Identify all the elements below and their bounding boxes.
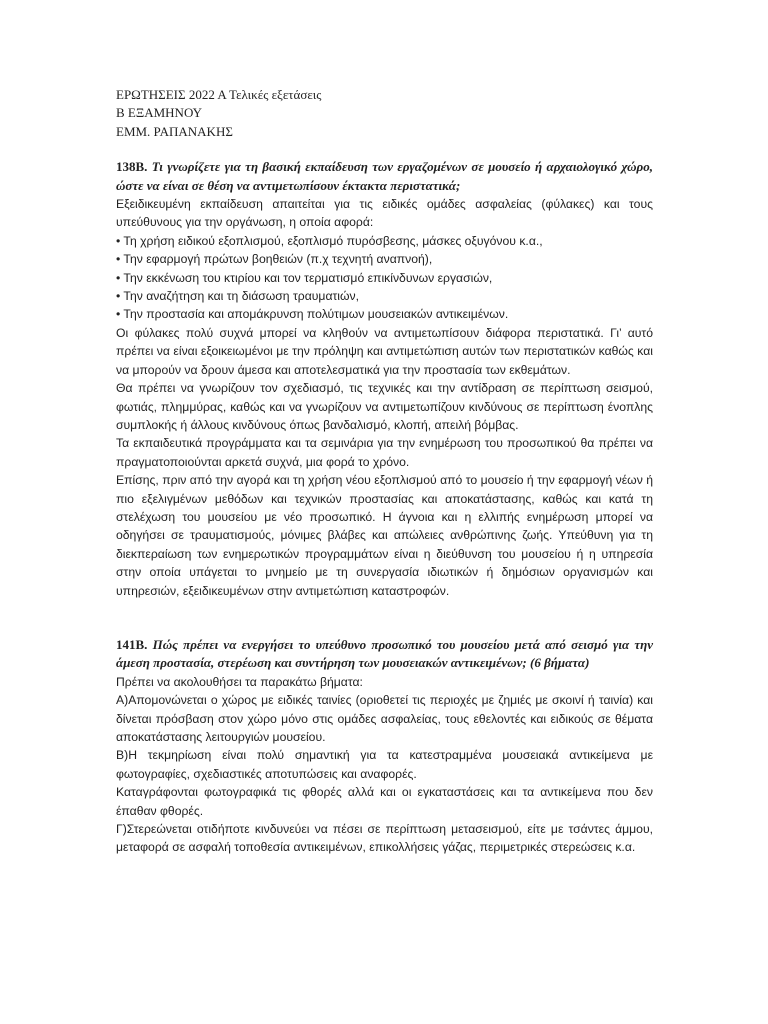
- answer-138-paragraph: Επίσης, πριν από την αγορά και τη χρήση νέου εξοπλισμού από το μουσείο ή την εφαρμογή νέων ή πιο εξελιγμένων μεθόδων και τεχνικών προστασίας και αποκατάστασης, καθώς και κατά τη στελέχωση του μουσείου με νέο προσωπικό. Η άγνοια και η ελλιπής ενημέρωση μπορεί να οδηγήσει σε τραυματισμούς, μόνιμες βλάβες και απώλειες ανθρώπινης ζωής. Υπεύθυνη για τη διεκπεραίωση των ενημερωτικών προγραμμάτων είναι η διεύθυνση του μουσείου ή η υπηρεσία στην οποία υπάγεται το μνημείο με τη συνεργασία ιδιωτικών ή δημόσιων οργανισμών και υπηρεσιών, εξειδικευμένων στην αντιμετώπιση καταστροφών.: [116, 473, 653, 598]
- answer-138-paragraph: Οι φύλακες πολύ συχνά μπορεί να κληθούν να αντιμετωπίσουν διάφορα περιστατικά. Γι’ αυτό πρέπει να είναι εξοικειωμένοι με την πρόληψη και αντιμετώπιση αυτών των περιστατικών καθώς και να μπορούν να δρουν άμεσα και αποτελεσματικά για την προστασία των εκθεμάτων.: [116, 325, 653, 377]
- answer-141-step-b-note: Καταγράφονται φωτογραφικά τις φθορές αλλά και οι εγκαταστάσεις και τα αντικείμενα που δεν έπαθαν φθορές.: [116, 785, 653, 818]
- question-141: [116, 636, 653, 857]
- answer-138-bullet: • Την εκκένωση του κτιρίου και τον τερματισμό επικίνδυνων εργασιών,: [116, 270, 493, 285]
- answer-138-paragraph: Τα εκπαιδευτικά προγράμματα και τα σεμινάρια για την ενημέρωση του προσωπικού θα πρέπει να πραγματοποιούνται αρκετά συχνά, μια φορά το χρόνο.: [116, 436, 653, 469]
- semester-label: Β ΕΞΑΜΗΝΟΥ: [116, 105, 203, 121]
- question-138-heading: [116, 158, 653, 195]
- question-141-heading: [116, 636, 653, 673]
- answer-141-step-a: Α)Απομονώνεται ο χώρος με ειδικές ταινίες (οριοθετεί τις περιοχές με ζημιές με σκοινί ή ταινία) και δίνεται πρόσβαση στον χώρο μόνο στις ομάδες ασφαλείας, τους εθελοντές και ειδικούς σε θέματα αποκατάστασης λειτουργιών μουσείου.: [116, 693, 653, 744]
- question-141-number: 141Β.: [116, 636, 148, 652]
- answer-138-bullet: • Την προστασία και απομάκρυνση πολύτιμων μουσειακών αντικειμένων.: [116, 307, 509, 322]
- document-page: [116, 86, 653, 857]
- answer-138-bullet: • Την εφαρμογή πρώτων βοηθειών (π.χ τεχνητή αναπνοή),: [116, 252, 433, 267]
- answer-138-intro: Εξειδικευμένη εκπαίδευση απαιτείται για τις ειδικές ομάδες ασφαλείας (φύλακες) και τους υπεύθυνους για την οργάνωση, η οποία αφορά:: [116, 197, 653, 230]
- question-138-number: 138Β.: [116, 159, 148, 175]
- question-138: [116, 158, 653, 600]
- answer-138-bullet: • Τη χρήση ειδικού εξοπλισμού, εξοπλισμό πυρόσβεσης, μάσκες οξυγόνου κ.α.,: [116, 233, 543, 248]
- answer-138-bullet: • Την αναζήτηση και τη διάσωση τραυματιών,: [116, 289, 360, 304]
- section-spacer: [116, 600, 653, 636]
- question-141-text: Πώς πρέπει να ενεργήσει το υπεύθυνο προσωπικό του μουσείου μετά από σεισμό για την άμεση προστασία, στερέωση και συντήρηση των μουσειακών αντικειμένων; (6 βήματα): [116, 636, 654, 671]
- document-header: [116, 86, 653, 141]
- answer-141-step-c: Γ)Στερεώνεται οτιδήποτε κινδυνεύει να πέσει σε περίπτωση μετασεισμού, είτε με τσάντες άμμου, μεταφορά σε ασφαλή τοποθεσία αντικειμένων, επικολλήσεις γάζας, περιμετρικές στερεώσεις κ.α.: [116, 822, 653, 855]
- author-name: ΕΜΜ. ΡΑΠΑΝΑΚΗΣ: [116, 123, 233, 139]
- question-138-text: Τι γνωρίζετε για τη βασική εκπαίδευση των εργαζομένων σε μουσείο ή αρχαιολογικό χώρο, ώστε να είναι σε θέση να αντιμετωπίσουν έκτακτα περιστατικά;: [116, 159, 653, 193]
- answer-141-intro: Πρέπει να ακολουθήσει τα παρακάτω βήματα:: [116, 674, 363, 689]
- answer-138-paragraph: Θα πρέπει να γνωρίζουν τον σχεδιασμό, τις τεχνικές και την αντίδραση σε περίπτωση σεισμού, φωτιάς, πλημμύρας, καθώς και να γνωρίζουν να αντιμετωπίζουν κινδύνους σε περίπτωση ένοπλης συμπλοκής ή άλλους κινδύνους όπως βανδαλισμό, κλοπή, απειλή βόμβας.: [116, 381, 653, 432]
- answer-141-step-b: Β)Η τεκμηρίωση είναι πολύ σημαντική για τα κατεστραμμένα μουσειακά αντικείμενα με φωτογραφίες, σχεδιαστικές αποτυπώσεις και αναφορές.: [116, 748, 653, 781]
- exam-title: ΕΡΩΤΗΣΕΙΣ 2022 Α Τελικές εξετάσεις: [116, 87, 322, 102]
